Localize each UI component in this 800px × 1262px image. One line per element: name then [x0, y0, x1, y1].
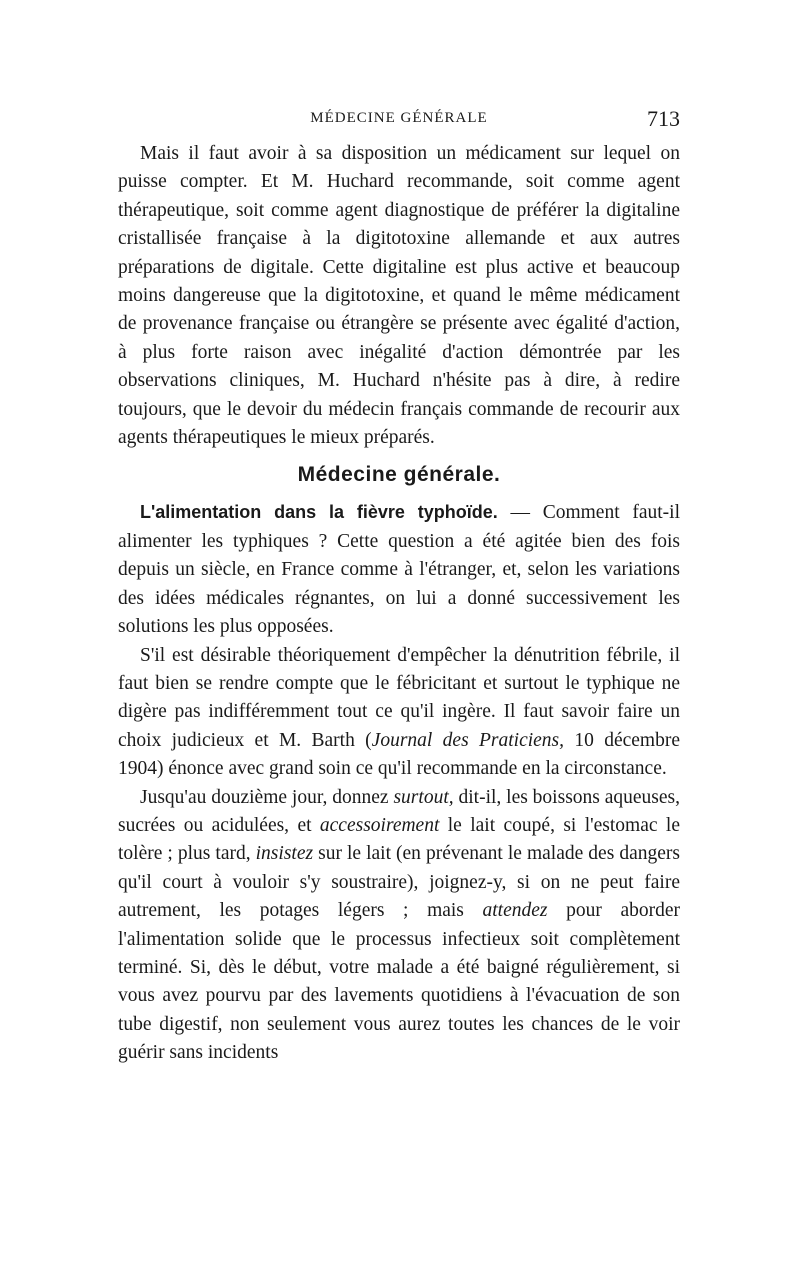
text-segment: le lait coupé, si l'estomac le tolère ; plus tard, [118, 814, 680, 865]
journal-citation: Journal des Praticiens, [371, 729, 565, 751]
running-title: MÉDECINE GÉNÉRALE [310, 110, 488, 126]
article-intro: Comment faut-il alimenter les typhiques ? Cette question a été agitée bien des fois depuis un siècle, en France comme à l'étranger, et, selon les variations des idées médicales régnantes, on lui a donné successivement les solutions les plus opposées. [118, 502, 680, 638]
paragraph-denutrition [118, 642, 680, 784]
text-segment: S'il est désirable théoriquement d'empêcher la dénutrition fébrile, il faut bien se rendre compte que le fébricitant et surtout le typhique ne digère pas indifféremment tout ce qu'il ingère. Il faut savoir faire un choix judicieux et M. Barth ( [118, 644, 680, 751]
paragraph-alimentation [118, 498, 680, 641]
text-segment: dit-il, les boissons aqueuses, sucrées ou acidulées, et [118, 786, 681, 836]
paragraph-recommendations [118, 784, 680, 1068]
paragraph-digitaline: Mais il faut avoir à sa disposition un médicament sur lequel on puisse compter. Et M. Huchard recommande, soit comme agent thérapeutique, soit comme agent diagnostique de préférer la digitaline cristallisée française à la digitotoxine allemande et aux autres préparations de digitale. Cette digitaline est plus active et beaucoup moins dangereuse que la digitotoxine, et quand le même médicament de provenance française ou étrangère se présente avec égalité d'action, à plus forte raison avec inégalité d'action démontrée par les observations cliniques, M. Huchard n'hésite pas à dire, à redire toujours, que le devoir du médecin français commande de recourir aux agents thérapeutiques le mieux préparés. [118, 143, 680, 449]
text-segment: Jusqu'au douzième jour, donnez [140, 786, 394, 808]
text-segment: sur le lait (en prévenant le malade des dangers qu'il court à vouloir s'y soustraire), joignez-y, si on ne peut faire autrement, les potages légers ; mais [118, 843, 680, 922]
title-dash: — [497, 502, 543, 524]
text-segment: pour aborder l'alimentation solide que le processus infectieux soit complètement terminé. Si, dès le début, votre malade a été baigné régulièrement, si vous avez pourvu par des lavements quotidiens à l'évacuation de son tube digestif, non seulement vous aurez toutes les chances de le voir guérir sans incidents [118, 900, 681, 1064]
book-page [118, 100, 680, 1068]
emphasis-surtout: surtout, [393, 786, 454, 808]
article-title: L'alimentation dans la fièvre typhoïde. [140, 502, 498, 523]
emphasis-insistez: insistez [255, 843, 314, 865]
section-heading: Médecine générale. [297, 463, 501, 487]
page-number: 713 [647, 106, 680, 131]
emphasis-accessoirement: accessoirement [319, 814, 440, 836]
text-segment: 10 décembre 1904) énonce avec grand soin ce qu'il recommande en la circonstance. [118, 729, 680, 780]
running-header [118, 100, 680, 140]
emphasis-attendez: attendez [482, 900, 548, 922]
